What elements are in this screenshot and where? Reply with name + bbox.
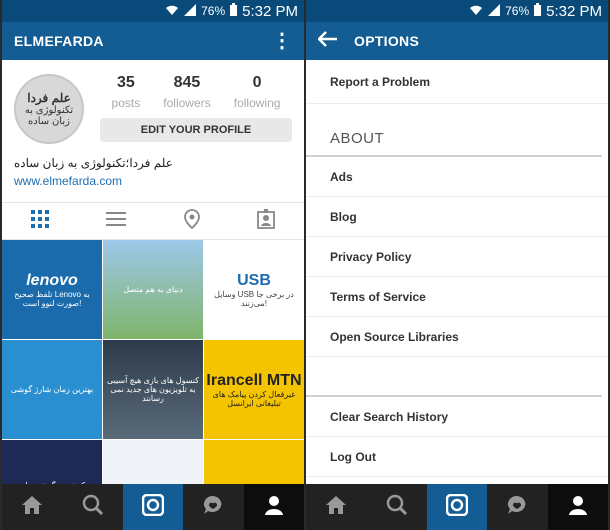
tile-caption: بهترین زمان شارژ گوشی xyxy=(10,385,94,394)
blog-item[interactable]: Blog xyxy=(306,197,608,237)
post-thumbnail[interactable] xyxy=(103,340,203,439)
wifi-icon xyxy=(469,4,483,19)
signal-icon xyxy=(184,4,196,19)
privacy-policy-item[interactable]: Privacy Policy xyxy=(306,237,608,277)
stat-label: following xyxy=(233,96,281,110)
tile-brand: Irancell MTN xyxy=(206,371,302,389)
tile-caption: تلفظ صحیح Lenovo به صورت لنوو است! xyxy=(14,289,90,308)
tile-caption: وسایل USB در برخی جا می‌زنند! xyxy=(214,289,294,308)
view-mode-bar xyxy=(2,202,304,240)
bottom-nav xyxy=(306,484,608,530)
tile-caption: دنیای به هم متصل xyxy=(123,285,183,294)
profile-header xyxy=(2,60,304,144)
nav-activity[interactable] xyxy=(183,484,243,530)
website-link[interactable]: www.elmefarda.com xyxy=(14,174,123,188)
stats-column xyxy=(100,74,292,144)
status-bar xyxy=(2,0,304,22)
bio-section xyxy=(2,144,304,188)
camera-icon xyxy=(446,494,468,521)
activity-icon xyxy=(506,494,528,521)
clock: 5:32 PM xyxy=(546,2,602,20)
battery-icon xyxy=(230,3,237,19)
battery-icon xyxy=(534,3,541,19)
post-thumbnail[interactable] xyxy=(2,240,102,339)
stat-followers[interactable] xyxy=(163,74,210,110)
wifi-icon xyxy=(165,4,179,19)
tile-caption: غیرفعال کردن پیامک های تبلیغاتی ایرانسل xyxy=(212,389,296,408)
profile-icon xyxy=(264,495,284,520)
report-problem-item[interactable]: Report a Problem xyxy=(306,60,608,104)
profile-screen xyxy=(2,0,304,530)
ads-item[interactable]: Ads xyxy=(306,157,608,197)
stats-row xyxy=(100,74,292,110)
activity-icon xyxy=(202,494,224,521)
tile-brand: lenovo xyxy=(26,271,78,289)
home-icon xyxy=(325,495,347,520)
status-bar xyxy=(306,0,608,22)
nav-search[interactable] xyxy=(366,484,426,530)
stat-value: 0 xyxy=(252,74,262,91)
nav-home[interactable] xyxy=(306,484,366,530)
tile-caption: کنسول های بازی هیچ آسیبی به تلویزیون های جدید نمی رسانند xyxy=(106,376,200,403)
nav-camera[interactable] xyxy=(123,484,183,530)
tagged-person-icon[interactable] xyxy=(257,209,275,234)
more-vert-icon[interactable]: ⋮ xyxy=(272,30,292,52)
nav-search[interactable] xyxy=(62,484,122,530)
back-arrow-icon[interactable] xyxy=(318,30,338,53)
nav-profile[interactable] xyxy=(548,484,608,530)
grid-icon[interactable] xyxy=(31,210,49,233)
edit-profile-button[interactable]: EDIT YOUR PROFILE xyxy=(100,118,292,142)
about-section-header: ABOUT xyxy=(306,104,602,157)
stat-label: posts xyxy=(111,96,141,110)
open-source-libraries-item[interactable]: Open Source Libraries xyxy=(306,317,608,357)
stat-value: 35 xyxy=(116,74,135,91)
log-out-item[interactable]: Log Out xyxy=(306,437,608,477)
stat-posts[interactable] xyxy=(112,74,141,110)
app-bar xyxy=(306,22,608,60)
search-icon xyxy=(82,494,104,521)
bottom-nav xyxy=(2,484,304,530)
search-icon xyxy=(386,494,408,521)
stat-value: 845 xyxy=(173,74,201,91)
list-icon[interactable] xyxy=(106,211,126,232)
battery-percent: 76% xyxy=(201,4,226,18)
clear-search-history-item[interactable]: Clear Search History xyxy=(306,397,608,437)
signal-icon xyxy=(488,4,500,19)
section-divider xyxy=(306,357,602,397)
post-thumbnail[interactable] xyxy=(103,240,203,339)
options-list xyxy=(306,60,608,477)
avatar-title: علم فردا xyxy=(27,91,71,105)
profile-username: ELMEFARDA xyxy=(14,33,104,49)
avatar-subtitle: تکنولوژی به زبان ساده xyxy=(24,105,74,127)
camera-icon xyxy=(142,494,164,521)
clock: 5:32 PM xyxy=(242,2,298,20)
tile-brand: USB xyxy=(237,271,271,289)
nav-profile[interactable] xyxy=(244,484,304,530)
stat-following[interactable] xyxy=(234,74,281,110)
home-icon xyxy=(21,495,43,520)
options-title: OPTIONS xyxy=(354,33,420,49)
app-bar xyxy=(2,22,304,60)
nav-activity[interactable] xyxy=(487,484,547,530)
battery-percent: 76% xyxy=(505,4,530,18)
bio-text: علم فردا؛تکنولوژی به زبان ساده xyxy=(14,156,173,170)
nav-camera[interactable] xyxy=(427,484,487,530)
options-screen xyxy=(306,0,608,530)
location-pin-icon[interactable] xyxy=(184,209,200,234)
post-thumbnail[interactable] xyxy=(2,340,102,439)
terms-of-service-item[interactable]: Terms of Service xyxy=(306,277,608,317)
stat-label: followers xyxy=(163,96,211,110)
post-thumbnail[interactable] xyxy=(204,340,304,439)
avatar[interactable] xyxy=(14,74,84,144)
profile-icon xyxy=(568,495,588,520)
nav-home[interactable] xyxy=(2,484,62,530)
post-thumbnail[interactable] xyxy=(204,240,304,339)
